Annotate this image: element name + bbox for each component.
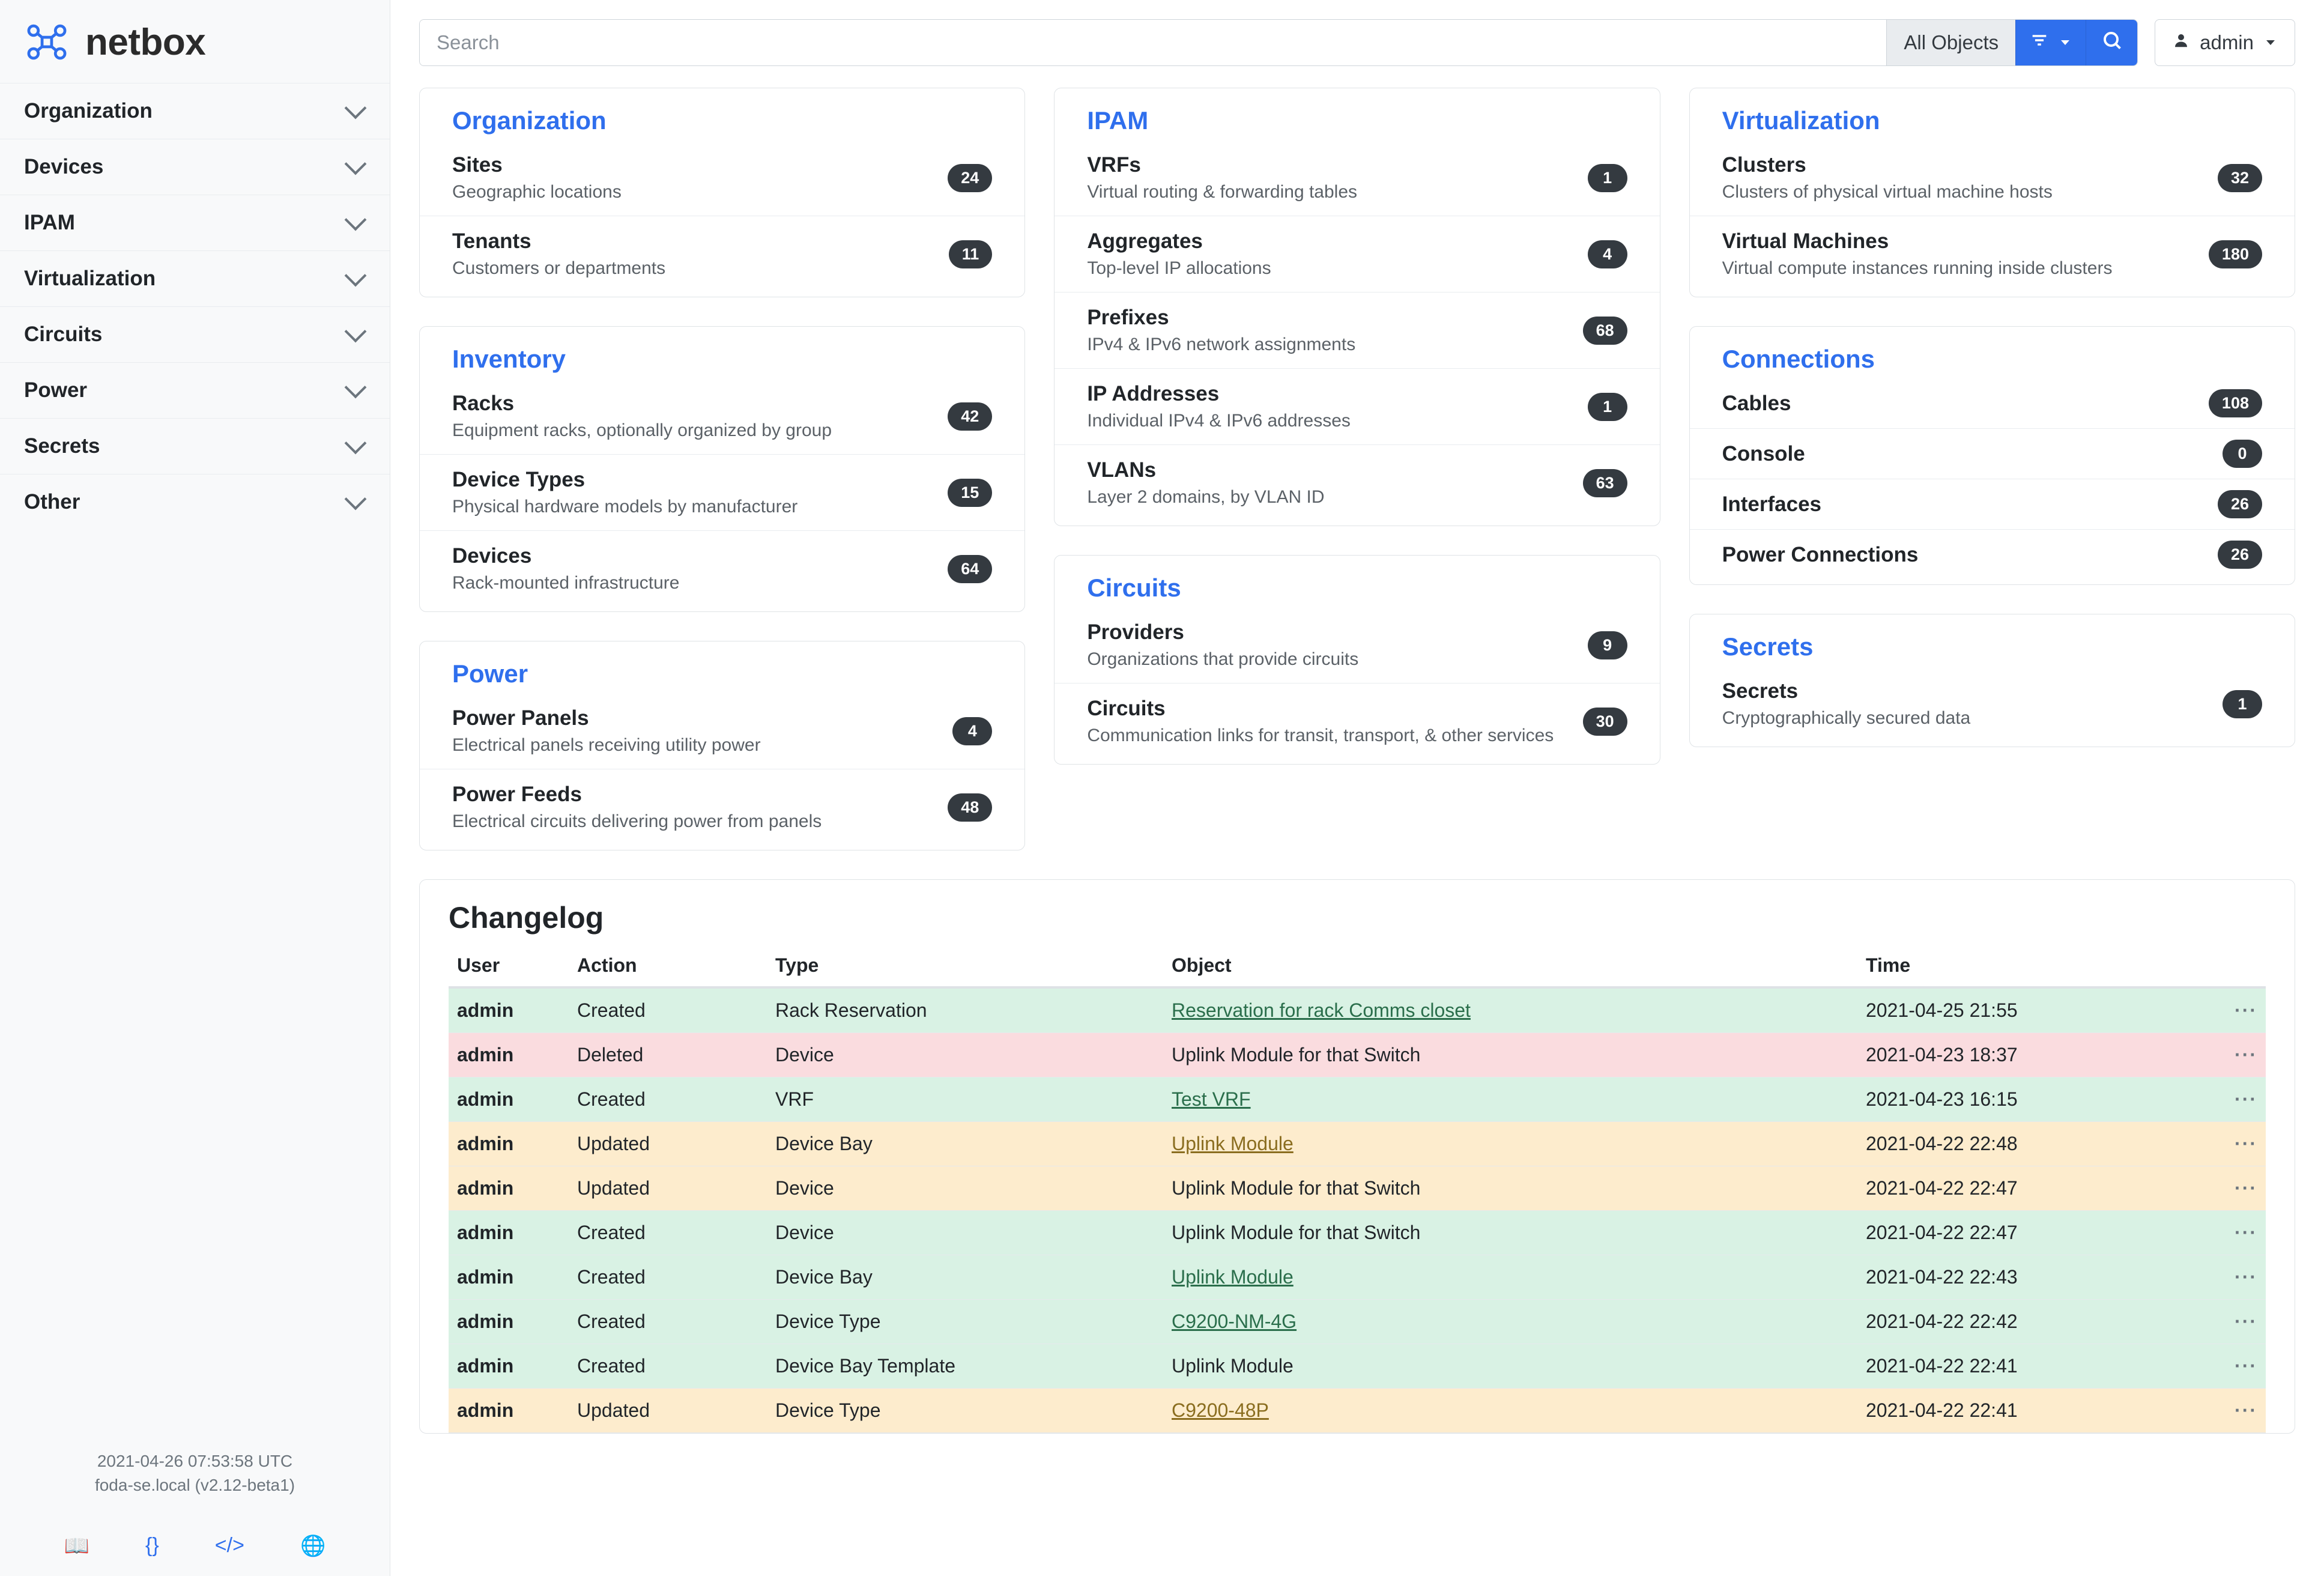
table-row[interactable] xyxy=(449,1389,2266,1433)
chevron-down-icon xyxy=(345,209,367,231)
column-header-type[interactable]: Type xyxy=(767,948,1163,987)
row-count-badge: 32 xyxy=(2218,164,2262,192)
row-menu-button[interactable]: ··· xyxy=(2218,987,2266,1033)
cell-object: Uplink Module for that Switch xyxy=(1163,1211,1857,1255)
row-description: Customers or departments xyxy=(452,258,666,278)
cell-time: 2021-04-22 22:47 xyxy=(1857,1166,2218,1211)
cell-user: admin xyxy=(449,1389,569,1433)
code-tags-icon[interactable]: </> xyxy=(214,1534,244,1557)
cell-action: Updated xyxy=(569,1389,767,1433)
cell-time: 2021-04-22 22:41 xyxy=(1857,1344,2218,1389)
row-menu-button[interactable]: ··· xyxy=(2218,1033,2266,1077)
object-link[interactable]: C9200-NM-4G xyxy=(1172,1311,1297,1332)
cell-object[interactable] xyxy=(1163,1122,1857,1166)
row-description: Clusters of physical virtual machine hosts xyxy=(1722,182,2053,202)
cell-type: Rack Reservation xyxy=(767,987,1163,1033)
brand-name: netbox xyxy=(85,21,206,63)
cell-time: 2021-04-22 22:42 xyxy=(1857,1300,2218,1344)
panel-row-devices[interactable] xyxy=(420,531,1024,607)
chevron-down-icon xyxy=(345,488,367,511)
search-bar xyxy=(419,19,2138,66)
search-scope-selector[interactable] xyxy=(1886,20,2015,65)
sidebar-icon-bar xyxy=(0,1534,390,1558)
table-row[interactable] xyxy=(449,1211,2266,1255)
panel-title: Power xyxy=(452,659,528,688)
panel-row-secrets[interactable] xyxy=(1690,666,2295,742)
row-description: Geographic locations xyxy=(452,182,622,202)
column-header-action[interactable]: Action xyxy=(569,948,767,987)
dashboard-column-middle xyxy=(1054,88,1660,765)
sidebar-item-label: Power xyxy=(24,378,88,402)
chevron-down-icon xyxy=(345,153,367,175)
row-label: Virtual Machines xyxy=(1722,229,1889,253)
row-count-badge: 9 xyxy=(1588,631,1627,659)
chevron-down-icon xyxy=(345,97,367,120)
main-content xyxy=(390,0,2324,1576)
table-row[interactable] xyxy=(449,1166,2266,1211)
row-label: Secrets xyxy=(1722,679,1799,703)
cell-time: 2021-04-23 18:37 xyxy=(1857,1033,2218,1077)
row-count-badge: 68 xyxy=(1583,317,1627,345)
row-count-badge: 15 xyxy=(948,479,992,507)
sidebar-item-power[interactable] xyxy=(0,362,390,418)
user-menu-label: admin xyxy=(2200,31,2254,53)
cell-action: Created xyxy=(569,1077,767,1122)
object-link[interactable]: Reservation for rack Comms closet xyxy=(1172,999,1471,1021)
row-count-badge: 4 xyxy=(952,717,992,745)
row-label: Power Feeds xyxy=(452,783,582,806)
chevron-down-icon xyxy=(345,432,367,455)
row-description: Top-level IP allocations xyxy=(1087,258,1271,278)
cell-type: Device Type xyxy=(767,1300,1163,1344)
cell-user: admin xyxy=(449,1211,569,1255)
panel-inventory xyxy=(419,326,1025,612)
filter-icon xyxy=(2029,30,2050,55)
search-icon xyxy=(2101,29,2123,56)
row-description: Electrical circuits delivering power from panels xyxy=(452,811,822,831)
panel-row-clusters[interactable] xyxy=(1690,140,2295,216)
row-label: Racks xyxy=(452,392,515,415)
cell-action: Deleted xyxy=(569,1033,767,1077)
cell-user: admin xyxy=(449,1122,569,1166)
globe-icon[interactable]: 🌐 xyxy=(300,1535,326,1557)
sidebar-item-label: Virtualization xyxy=(24,267,156,290)
row-count-badge: 26 xyxy=(2218,490,2262,518)
row-count-badge: 108 xyxy=(2209,389,2262,417)
search-scope-label: All Objects xyxy=(1904,31,1999,53)
cell-action: Created xyxy=(569,1300,767,1344)
object-link[interactable]: Uplink Module xyxy=(1172,1266,1294,1288)
chevron-down-icon xyxy=(345,377,367,399)
panel-title: IPAM xyxy=(1087,106,1149,135)
table-row[interactable] xyxy=(449,1344,2266,1389)
sidebar-item-devices[interactable] xyxy=(0,139,390,195)
panel-row-device-types[interactable] xyxy=(420,455,1024,531)
sidebar-item-label: IPAM xyxy=(24,211,75,234)
panel-row-power-connections[interactable] xyxy=(1690,530,2295,580)
cell-user: admin xyxy=(449,1300,569,1344)
row-description: Layer 2 domains, by VLAN ID xyxy=(1087,487,1325,507)
panel-row-sites[interactable] xyxy=(420,140,1024,216)
cell-time: 2021-04-22 22:47 xyxy=(1857,1211,2218,1255)
row-count-badge: 63 xyxy=(1583,469,1627,497)
row-label: Clusters xyxy=(1722,153,1806,177)
row-label: Aggregates xyxy=(1087,229,1203,253)
row-description: Rack-mounted infrastructure xyxy=(452,573,680,593)
panel-title: Circuits xyxy=(1087,574,1181,602)
row-description: Individual IPv4 & IPv6 addresses xyxy=(1087,411,1351,431)
row-label: Tenants xyxy=(452,229,531,253)
panel-secrets xyxy=(1689,614,2295,747)
table-row[interactable] xyxy=(449,987,2266,1033)
panel-row-circuits[interactable] xyxy=(1055,683,1659,759)
cell-object[interactable] xyxy=(1163,987,1857,1033)
panel-row-ip-addresses[interactable] xyxy=(1055,369,1659,445)
cell-object[interactable] xyxy=(1163,1255,1857,1300)
panel-power xyxy=(419,641,1025,850)
object-link[interactable]: C9200-48P xyxy=(1172,1399,1269,1421)
sidebar-item-ipam[interactable] xyxy=(0,195,390,250)
chevron-down-icon xyxy=(345,265,367,287)
panel-row-tenants[interactable] xyxy=(420,216,1024,292)
row-count-badge: 180 xyxy=(2209,240,2262,268)
footer-timestamp: 2021-04-26 07:53:58 UTC xyxy=(97,1451,293,1470)
row-description: IPv4 & IPv6 network assignments xyxy=(1087,335,1356,354)
cell-type: Device Bay Template xyxy=(767,1344,1163,1389)
panel-connections xyxy=(1689,326,2295,585)
panel-row-vlans[interactable] xyxy=(1055,445,1659,521)
netbox-logo-icon xyxy=(24,19,70,65)
sidebar-item-virtualization[interactable] xyxy=(0,250,390,306)
row-description: Virtual compute instances running inside clusters xyxy=(1722,258,2113,278)
row-label: Devices xyxy=(452,544,532,568)
sidebar-item-label: Devices xyxy=(24,155,104,178)
brand-logo[interactable] xyxy=(0,0,390,83)
row-label: Circuits xyxy=(1087,697,1166,720)
panel-row-racks[interactable] xyxy=(420,378,1024,455)
panel-title: Inventory xyxy=(452,345,566,373)
table-row[interactable] xyxy=(449,1122,2266,1166)
row-count-badge: 64 xyxy=(948,555,992,583)
panel-row-prefixes[interactable] xyxy=(1055,292,1659,369)
row-description: Organizations that provide circuits xyxy=(1087,649,1359,669)
row-count-badge: 0 xyxy=(2223,440,2262,468)
row-menu-button[interactable]: ··· xyxy=(2218,1389,2266,1433)
table-row[interactable] xyxy=(449,1300,2266,1344)
row-label: Interfaces xyxy=(1722,492,1822,516)
object-link[interactable]: Test VRF xyxy=(1172,1088,1251,1110)
cell-user: admin xyxy=(449,1077,569,1122)
table-row[interactable] xyxy=(449,1077,2266,1122)
row-label: Power Connections xyxy=(1722,542,1919,566)
row-count-badge: 30 xyxy=(1583,708,1627,736)
cell-action: Created xyxy=(569,987,767,1033)
cell-type: Device xyxy=(767,1166,1163,1211)
search-filter-button[interactable] xyxy=(2015,20,2086,65)
row-label: VRFs xyxy=(1087,153,1141,177)
user-icon xyxy=(2172,31,2190,54)
row-count-badge: 24 xyxy=(948,164,992,192)
sidebar-item-organization[interactable] xyxy=(0,83,390,139)
sidebar xyxy=(0,0,390,1576)
cell-type: Device xyxy=(767,1211,1163,1255)
row-description: Virtual routing & forwarding tables xyxy=(1087,182,1358,202)
cell-user: admin xyxy=(449,1344,569,1389)
cell-type: Device Type xyxy=(767,1389,1163,1433)
row-description: Equipment racks, optionally organized by group xyxy=(452,420,832,440)
panel-row-power-panels[interactable] xyxy=(420,693,1024,769)
search-input[interactable] xyxy=(420,20,1886,65)
row-menu-button[interactable]: ··· xyxy=(2218,1211,2266,1255)
row-count-badge: 1 xyxy=(2223,690,2262,718)
panel-row-interfaces[interactable] xyxy=(1690,479,2295,530)
row-label: Power Panels xyxy=(452,706,589,730)
cell-action: Created xyxy=(569,1344,767,1389)
footer-version: foda-se.local (v2.12-beta1) xyxy=(94,1476,295,1495)
cell-object: Uplink Module xyxy=(1163,1344,1857,1389)
row-label: IP Addresses xyxy=(1087,382,1220,405)
row-menu-button[interactable]: ··· xyxy=(2218,1300,2266,1344)
sidebar-footer xyxy=(0,1449,390,1498)
panel-row-virtual-machines[interactable] xyxy=(1690,216,2295,292)
panel-title: Virtualization xyxy=(1722,106,1880,135)
cell-object[interactable] xyxy=(1163,1077,1857,1122)
sidebar-item-label: Circuits xyxy=(24,323,103,346)
cell-object: Uplink Module for that Switch xyxy=(1163,1033,1857,1077)
cell-action: Updated xyxy=(569,1166,767,1211)
row-label: Console xyxy=(1722,441,1805,465)
row-count-badge: 1 xyxy=(1588,164,1627,192)
topbar xyxy=(390,0,2324,79)
cell-type: Device Bay xyxy=(767,1122,1163,1166)
sidebar-item-label: Secrets xyxy=(24,434,100,458)
row-count-badge: 11 xyxy=(949,240,993,268)
cell-time: 2021-04-25 21:55 xyxy=(1857,987,2218,1033)
panel-row-power-feeds[interactable] xyxy=(420,769,1024,845)
panel-row-vrfs[interactable] xyxy=(1055,140,1659,216)
row-label: Providers xyxy=(1087,620,1184,644)
column-header-object[interactable]: Object xyxy=(1163,948,1857,987)
row-label: Cables xyxy=(1722,391,1791,415)
row-description: Electrical panels receiving utility power xyxy=(452,735,761,755)
cell-time: 2021-04-22 22:41 xyxy=(1857,1389,2218,1433)
row-count-badge: 42 xyxy=(948,402,992,431)
panel-row-providers[interactable] xyxy=(1055,607,1659,683)
row-label: Prefixes xyxy=(1087,306,1169,329)
cell-user: admin xyxy=(449,1255,569,1300)
row-description: Communication links for transit, transport, & other services xyxy=(1087,726,1554,745)
sidebar-item-other[interactable] xyxy=(0,474,390,530)
cell-time: 2021-04-22 22:43 xyxy=(1857,1255,2218,1300)
row-menu-button[interactable]: ··· xyxy=(2218,1255,2266,1300)
cell-action: Created xyxy=(569,1211,767,1255)
panel-virtualization xyxy=(1689,88,2295,297)
cell-type: Device xyxy=(767,1033,1163,1077)
cell-object[interactable] xyxy=(1163,1300,1857,1344)
cell-action: Updated xyxy=(569,1122,767,1166)
row-menu-button[interactable]: ··· xyxy=(2218,1122,2266,1166)
panel-row-aggregates[interactable] xyxy=(1055,216,1659,292)
dashboard-column-right xyxy=(1689,88,2295,747)
cell-user: admin xyxy=(449,987,569,1033)
search-submit-button[interactable] xyxy=(2086,20,2137,65)
cell-object: Uplink Module for that Switch xyxy=(1163,1166,1857,1211)
changelog-table xyxy=(449,948,2266,1433)
sidebar-item-label: Organization xyxy=(24,99,153,123)
row-menu-button[interactable]: ··· xyxy=(2218,1166,2266,1211)
cell-type: Device Bay xyxy=(767,1255,1163,1300)
chevron-down-icon xyxy=(345,321,367,343)
chevron-down-icon xyxy=(2263,31,2278,54)
row-menu-button[interactable]: ··· xyxy=(2218,1077,2266,1122)
panel-title: Organization xyxy=(452,106,607,135)
row-menu-button[interactable]: ··· xyxy=(2218,1344,2266,1389)
table-row[interactable] xyxy=(449,1033,2266,1077)
table-row[interactable] xyxy=(449,1255,2266,1300)
changelog-panel xyxy=(419,879,2295,1434)
row-count-badge: 4 xyxy=(1588,240,1627,268)
row-description: Cryptographically secured data xyxy=(1722,708,1971,728)
chevron-down-icon xyxy=(2058,32,2072,54)
row-count-badge: 26 xyxy=(2218,541,2262,569)
column-header-actions xyxy=(2218,948,2266,987)
row-count-badge: 48 xyxy=(948,793,992,822)
code-braces-icon[interactable]: {} xyxy=(145,1534,159,1557)
cell-type: VRF xyxy=(767,1077,1163,1122)
user-menu-button[interactable] xyxy=(2155,19,2295,66)
sidebar-item-secrets[interactable] xyxy=(0,418,390,474)
cell-object[interactable] xyxy=(1163,1389,1857,1433)
column-header-user[interactable]: User xyxy=(449,948,569,987)
row-label: Device Types xyxy=(452,468,586,491)
dashboard-column-left xyxy=(419,88,1025,850)
sidebar-item-circuits[interactable] xyxy=(0,306,390,362)
cell-time: 2021-04-22 22:48 xyxy=(1857,1122,2218,1166)
panel-row-console[interactable] xyxy=(1690,429,2295,479)
cell-user: admin xyxy=(449,1033,569,1077)
row-count-badge: 1 xyxy=(1588,393,1627,421)
object-link[interactable]: Uplink Module xyxy=(1172,1133,1294,1154)
panel-organization xyxy=(419,88,1025,297)
column-header-time[interactable]: Time xyxy=(1857,948,2218,987)
panel-title: Connections xyxy=(1722,345,1875,373)
row-label: VLANs xyxy=(1087,458,1157,482)
panel-ipam xyxy=(1054,88,1660,526)
panel-row-cables[interactable] xyxy=(1690,378,2295,429)
panel-circuits xyxy=(1054,555,1660,765)
changelog-title: Changelog xyxy=(449,901,604,935)
table-header-row xyxy=(449,948,2266,987)
row-label: Sites xyxy=(452,153,503,177)
sidebar-item-label: Other xyxy=(24,490,80,514)
cell-action: Created xyxy=(569,1255,767,1300)
panel-title: Secrets xyxy=(1722,632,1814,661)
book-icon[interactable]: 📖 xyxy=(64,1535,89,1557)
cell-user: admin xyxy=(449,1166,569,1211)
row-description: Physical hardware models by manufacturer xyxy=(452,497,798,517)
cell-time: 2021-04-23 16:15 xyxy=(1857,1077,2218,1122)
dashboard-columns xyxy=(390,79,2324,850)
